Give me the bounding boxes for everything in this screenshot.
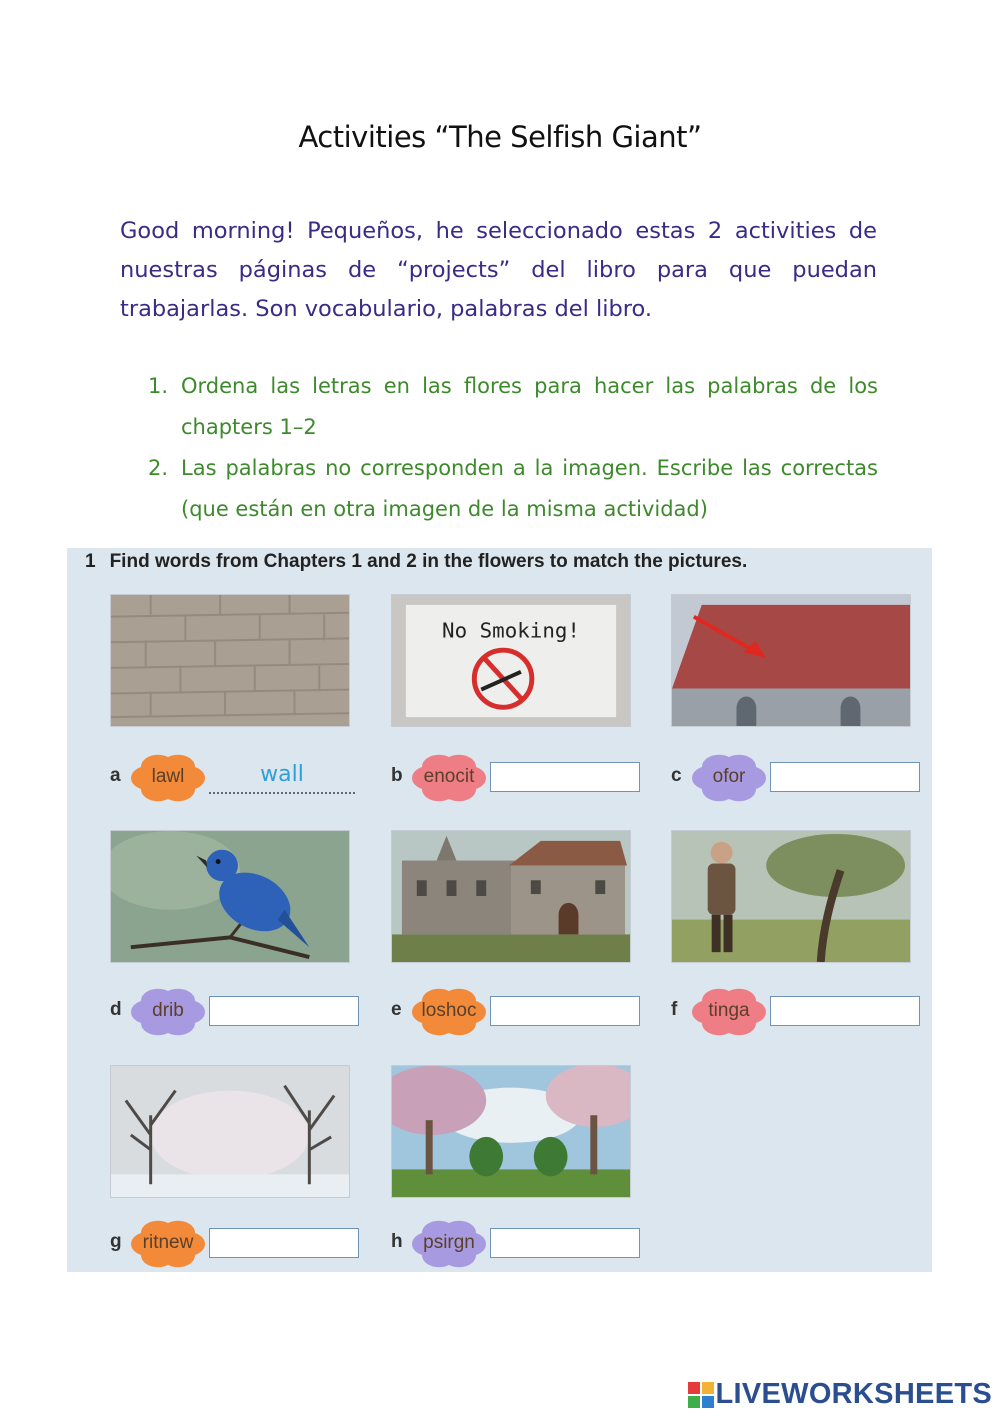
instruction-text: Ordena las letras en las flores para hacer las palabras de los chapters 1–2 <box>181 374 878 439</box>
exercise-panel <box>67 548 932 1272</box>
word-item-c <box>671 752 931 804</box>
item-letter: e <box>391 999 402 1020</box>
exercise-number: 1 <box>85 551 96 572</box>
instructions-list <box>148 366 878 530</box>
answer-text: wall <box>260 762 304 787</box>
answer-input[interactable] <box>770 996 920 1026</box>
scrambled-word: ritnew <box>142 1232 194 1253</box>
answer-input[interactable] <box>490 1228 640 1258</box>
scrambled-word: enocit <box>423 766 475 787</box>
flower-icon <box>128 1218 208 1270</box>
no-smoking-picture <box>391 594 631 727</box>
scrambled-word: ofor <box>712 766 746 787</box>
word-item-b <box>391 752 651 804</box>
item-letter: h <box>391 1231 403 1252</box>
scrambled-word: loshoc <box>421 1000 477 1021</box>
item-letter: f <box>671 999 678 1020</box>
instruction-item <box>148 366 878 448</box>
scrambled-word: drib <box>152 1000 184 1021</box>
word-item-h <box>391 1218 651 1270</box>
instruction-number: 2. <box>148 456 169 480</box>
word-item-f <box>671 986 931 1038</box>
sign-text: No Smoking! <box>442 618 580 643</box>
exercise-heading <box>85 551 747 573</box>
word-item-g <box>110 1218 370 1270</box>
logo-icon <box>688 1382 714 1408</box>
answer-line[interactable] <box>209 764 355 794</box>
item-letter: g <box>110 1231 122 1252</box>
flower-icon <box>128 752 208 804</box>
logo-text: LIVEWORKSHEETS <box>715 1378 992 1410</box>
exercise-title: Find words from Chapters 1 and 2 in the flowers to match the pictures. <box>109 551 748 572</box>
flower-icon <box>409 986 489 1038</box>
answer-input[interactable] <box>209 996 359 1026</box>
instruction-number: 1. <box>148 374 169 398</box>
bird-picture <box>110 830 350 963</box>
spring-picture <box>391 1065 631 1198</box>
castle-picture <box>391 830 631 963</box>
instruction-text: Las palabras no corresponden a la imagen. Escribe las correctas (que están en otra imagen de la misma actividad) <box>181 456 878 521</box>
roof-picture <box>671 594 911 727</box>
answer-input[interactable] <box>209 1228 359 1258</box>
word-item-a <box>110 752 370 804</box>
flower-icon <box>409 1218 489 1270</box>
answer-input[interactable] <box>770 762 920 792</box>
scrambled-word: lawl <box>151 766 185 787</box>
page-title: Activities “The Selfish Giant” <box>298 120 702 154</box>
instruction-item <box>148 448 878 530</box>
word-item-e <box>391 986 651 1038</box>
flower-icon <box>689 752 769 804</box>
item-letter: a <box>110 765 121 786</box>
scrambled-word: tinga <box>708 1000 750 1021</box>
flower-icon <box>128 986 208 1038</box>
flower-icon <box>689 986 769 1038</box>
giant-picture <box>671 830 911 963</box>
liveworksheets-logo[interactable] <box>688 1378 993 1411</box>
answer-input[interactable] <box>490 996 640 1026</box>
word-item-d <box>110 986 370 1038</box>
item-letter: b <box>391 765 403 786</box>
winter-picture <box>110 1065 350 1198</box>
wall-picture <box>110 594 350 727</box>
answer-input[interactable] <box>490 762 640 792</box>
intro-paragraph: Good morning! Pequeños, he seleccionado estas 2 activities de nuestras páginas de “projects” del libro para que puedan trabajarlas. Son vocabulario, palabras del libro. <box>120 218 877 322</box>
item-letter: d <box>110 999 122 1020</box>
item-letter: c <box>671 765 682 786</box>
flower-icon <box>409 752 489 804</box>
scrambled-word: psirgn <box>423 1232 475 1253</box>
